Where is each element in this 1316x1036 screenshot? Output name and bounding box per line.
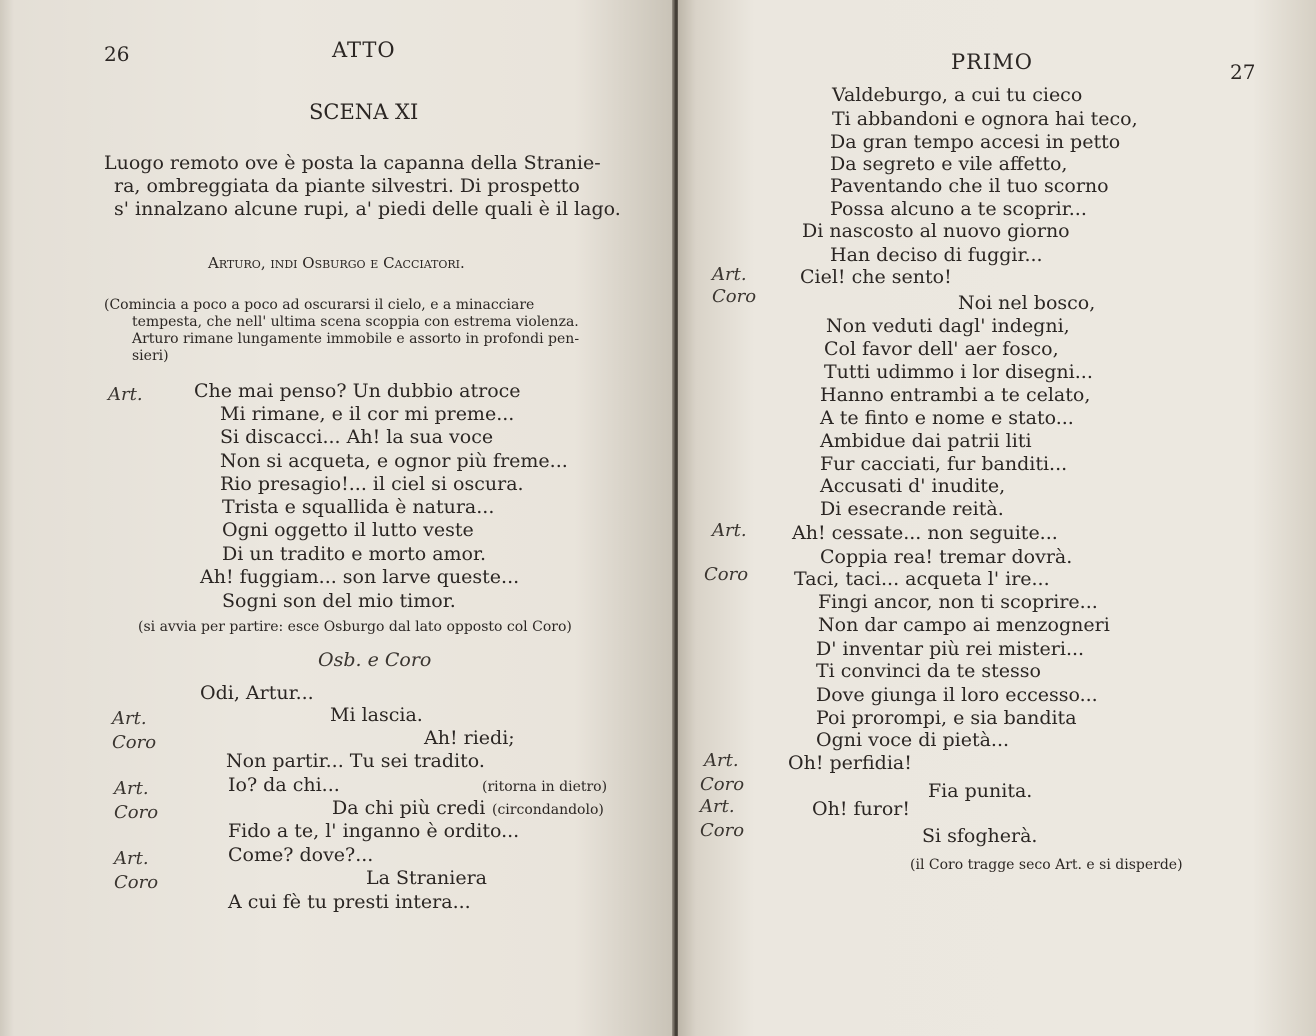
speakers-heading: Osb. e Coro bbox=[318, 649, 432, 671]
speaker-label: Art. bbox=[700, 796, 735, 817]
speaker-label: Coro bbox=[114, 872, 159, 893]
running-head-right: PRIMO bbox=[951, 50, 1033, 74]
verse-line: Di nascosto al nuovo giorno bbox=[802, 220, 1070, 242]
page-number-right: 27 bbox=[1230, 60, 1256, 84]
stage-direction-line: Arturo rimane lungamente immobile e assorto in profondi pen- bbox=[132, 331, 580, 347]
stage-direction-final: (il Coro tragge seco Art. e si disperde) bbox=[910, 857, 1183, 873]
verse-line: Ti abbandoni e ognora hai teco, bbox=[832, 108, 1138, 130]
verse-line: Oh! perfidia! bbox=[788, 752, 912, 774]
verse-line: Ogni voce di pietà... bbox=[816, 729, 1010, 751]
verse-line: Tutti udimmo i lor disegni... bbox=[824, 361, 1093, 383]
verse-line: Poi prorompi, e sia bandita bbox=[816, 707, 1077, 729]
speaker-label: Art. bbox=[704, 750, 739, 771]
speaker-label: Art. bbox=[108, 384, 143, 405]
verse-line: Fur cacciati, fur banditi... bbox=[820, 453, 1068, 475]
dialogue-text: La Straniera bbox=[366, 867, 488, 889]
verse-line: Col favor dell' aer fosco, bbox=[824, 338, 1059, 360]
verse-line: Oh! furor! bbox=[812, 798, 910, 820]
dialogue-direction: (ritorna in dietro) bbox=[482, 779, 608, 795]
characters-line: Arturo, indi Osburgo e Cacciatori. bbox=[208, 254, 465, 272]
stage-direction-line: (Comincia a poco a poco ad oscurarsi il cielo, e a minacciare bbox=[104, 297, 535, 313]
setting-line: ra, ombreggiata da piante silvestri. Di prospetto bbox=[114, 175, 580, 197]
speaker-label: Coro bbox=[114, 802, 159, 823]
speaker-label: Art. bbox=[114, 848, 149, 869]
stage-direction-line: tempesta, che nell' ultima scena scoppia con estrema violenza. bbox=[132, 314, 579, 330]
verse-line: Si discacci... Ah! la sua voce bbox=[220, 426, 494, 448]
verse-line: Possa alcuno a te scoprir... bbox=[830, 198, 1087, 220]
setting-line: Luogo remoto ove è posta la capanna della Stranie- bbox=[104, 152, 601, 174]
dialogue-text: Fido a te, l' inganno è ordito... bbox=[228, 820, 520, 842]
verse-line: Ti convinci da te stesso bbox=[816, 660, 1041, 682]
verse-line: Ciel! che sento! bbox=[800, 266, 952, 288]
stage-direction-exit: (si avvia per partire: esce Osburgo dal lato opposto col Coro) bbox=[138, 619, 572, 635]
speaker-label: Coro bbox=[704, 564, 749, 585]
verse-line: Coppia rea! tremar dovrà. bbox=[820, 546, 1073, 568]
dialogue-text: Mi lascia. bbox=[330, 704, 423, 726]
dialogue-text: Io? da chi... bbox=[228, 774, 340, 796]
verse-line: Valdeburgo, a cui tu cieco bbox=[832, 84, 1083, 106]
verse-line: Non dar campo ai menzogneri bbox=[818, 614, 1110, 636]
speaker-label: Coro bbox=[112, 732, 157, 753]
speaker-label: Coro bbox=[700, 820, 745, 841]
speaker-label: Coro bbox=[712, 286, 757, 307]
speaker-label: Art. bbox=[712, 520, 747, 541]
speaker-label: Art. bbox=[114, 778, 149, 799]
verse-line: Non veduti dagl' indegni, bbox=[826, 315, 1070, 337]
verse-line: Ambidue dai patrii liti bbox=[820, 430, 1032, 452]
verse-line: Han deciso di fuggir... bbox=[830, 244, 1043, 266]
verse-line: Trista e squallida è natura... bbox=[222, 496, 495, 518]
verse-line: Sogni son del mio timor. bbox=[222, 590, 456, 612]
verse-line: Fia punita. bbox=[928, 780, 1033, 802]
verse-line: A te finto e nome e stato... bbox=[820, 407, 1074, 429]
verse-line: Non si acqueta, e ognor più freme... bbox=[220, 450, 568, 472]
dialogue-text: Odi, Artur... bbox=[200, 682, 314, 704]
right-page bbox=[678, 0, 1316, 1036]
verse-line: Rio presagio!... il ciel si oscura. bbox=[220, 473, 524, 495]
verse-line: Mi rimane, e il cor mi preme... bbox=[220, 403, 515, 425]
dialogue-text: Da chi più credi bbox=[332, 797, 486, 819]
verse-line: Da gran tempo accesi in petto bbox=[830, 131, 1121, 153]
speaker-label: Art. bbox=[112, 708, 147, 729]
running-head-left: ATTO bbox=[332, 38, 396, 62]
verse-line: Fingi ancor, non ti scoprire... bbox=[818, 591, 1098, 613]
verse-line: Ah! cessate... non seguite... bbox=[792, 522, 1058, 544]
verse-line: Ogni oggetto il lutto veste bbox=[222, 519, 474, 541]
dialogue-text: Come? dove?... bbox=[228, 844, 374, 866]
setting-line: s' innalzano alcune rupi, a' piedi delle quali è il lago. bbox=[114, 198, 621, 220]
verse-line: Taci, taci... acqueta l' ire... bbox=[794, 568, 1050, 590]
verse-line: Di un tradito e morto amor. bbox=[222, 543, 487, 565]
dialogue-direction: (circondandolo) bbox=[492, 802, 604, 818]
speaker-label: Art. bbox=[712, 264, 747, 285]
verse-line: Che mai penso? Un dubbio atroce bbox=[194, 380, 521, 402]
verse-line: Si sfogherà. bbox=[922, 825, 1038, 847]
verse-line: Accusati d' inudite, bbox=[820, 475, 1006, 497]
speaker-label: Coro bbox=[700, 774, 745, 795]
verse-line: Dove giunga il loro eccesso... bbox=[816, 684, 1098, 706]
page-number-left: 26 bbox=[104, 42, 130, 66]
verse-line: Noi nel bosco, bbox=[958, 292, 1096, 314]
verse-line: Ah! fuggiam... son larve queste... bbox=[200, 566, 520, 588]
verse-line: Di esecrande reità. bbox=[820, 498, 1004, 520]
dialogue-text: Non partir... Tu sei tradito. bbox=[226, 750, 485, 772]
scene-title: SCENA XI bbox=[309, 100, 419, 124]
stage-direction-line: sieri) bbox=[132, 348, 169, 364]
verse-line: Paventando che il tuo scorno bbox=[830, 175, 1109, 197]
verse-line: D' inventar più rei misteri... bbox=[816, 638, 1085, 660]
dialogue-text: Ah! riedi; bbox=[424, 727, 515, 749]
verse-line: Da segreto e vile affetto, bbox=[830, 153, 1068, 175]
verse-line: Hanno entrambi a te celato, bbox=[820, 384, 1091, 406]
dialogue-text: A cui fè tu presti intera... bbox=[228, 891, 471, 913]
